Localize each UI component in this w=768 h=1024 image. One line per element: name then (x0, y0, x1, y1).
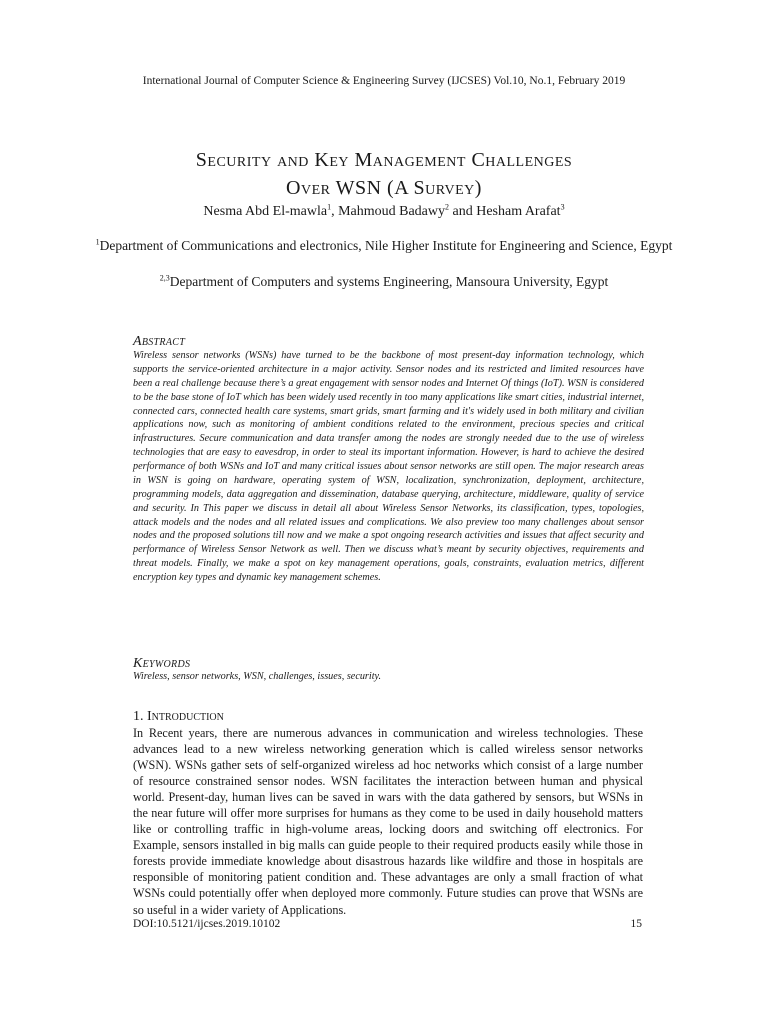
author-2-affil-mark: 2 (445, 202, 449, 212)
author-1: Nesma Abd El-mawla (203, 204, 328, 219)
paper-title (60, 146, 708, 202)
author-separator: and (449, 204, 477, 219)
author-3-affil-mark: 3 (560, 202, 565, 212)
introduction-text: In Recent years, there are numerous advances in communication and wireless technologies. These advances lead to a new wireless networking generation which is called wireless sensor networks (WSN). WSNs gather sets of self-organized wireless ad hoc networks which consist of a large number of resource constrained sensor nodes. WSN facilitates the interaction between human and physical world. Present-day, human lives can be saved in wars with the data gathered by sensors, but WSNs in the near future will offer more surprises for humans as they come to be used in daily household matters like or controlling traffic in high-volume areas, locking doors and switching off electronics. For Example, sensors installed in big malls can guide people to their required products easily while those in forests provide immediate knowledge about disastrous hazards like wildfire and those in hospitals are responsible of monitoring patient condition and. These advantages are only a small fraction of what WSNs could potentially offer when deployed more commonly. Future studies can prove that WSNs are so useful in a wider variety of Applications. (133, 726, 643, 917)
title-line-1: Security and Key Management Challenges (195, 149, 573, 172)
affiliation-2-mark: 2,3 (159, 273, 170, 283)
abstract-text: Wireless sensor networks (WSNs) have turned to be the backbone of most present-day information technology, which supports the service-oriented architecture in a major activity. Sensor nodes and its restricted and limited resources have been a real challenge because there’s a great engagement with sensor nodes and Internet Of things (IoT). WSN is considered to be the base stone of IoT which has been widely used recently in too many applications like smart cities, industrial internet, connected cars, connected health care systems, smart grids, smart farming and it's widely used in both military and civilian applications now, such as monitoring of ambient conditions related to the environment, precious species and critical infrastructures. Secure communication and data transfer among the nodes are strongly needed due to the use of wireless technologies that are easy to eavesdrop, in order to steal its important information. However, is hard to achieve the desired performance of both WSNs and IoT and many critical issues about sensor networks are still open. The major research areas in WSN is going on hardware, operating system of WSN, localization, synchronization, deployment, architecture, programming models, data aggregation and dissemination, database querying, architecture, middleware, quality of service and security. In This paper we discuss in detail all about Wireless Sensor Networks, its classification, types, topologies, attack models and the nodes and all related issues and complications. We also preview too many challenges about sensor nodes and the proposed solutions till now and we make a spot ongoing research activities and issues that affect security and performance of Wireless Sensor Network as well. Then we discuss what’s meant by security objectives, requirements and threat models. Finally, we make a spot on key management operations, goals, constraints, evaluation metrics, different encryption key types and dynamic key management schemes. (133, 350, 644, 583)
author-1-affil-mark: 1 (327, 202, 332, 212)
keywords-heading: Keywords (133, 655, 191, 671)
affiliation-2 (60, 273, 708, 290)
abstract-heading: Abstract (133, 333, 186, 349)
introduction-heading: 1. Introduction (133, 708, 224, 724)
page-number: 15 (630, 918, 642, 930)
author-2: Mahmoud Badawy (338, 204, 445, 219)
author-3: Hesham Arafat (476, 204, 561, 219)
keywords-text: Wireless, sensor networks, WSN, challenges, issues, security. (133, 671, 382, 682)
affiliation-1 (60, 237, 708, 254)
affiliation-1-mark: 1 (95, 237, 100, 247)
affiliation-1-text: Department of Communications and electronics, Nile Higher Institute for Engineering and Science, Egypt (99, 238, 673, 253)
author-list (60, 204, 708, 220)
running-header: International Journal of Computer Science & Engineering Survey (IJCSES) Vol.10, No.1, February 2019 (142, 75, 626, 87)
affiliation-2-text: Department of Computers and systems Engineering, Mansoura University, Egypt (169, 274, 609, 289)
author-separator: , (331, 204, 339, 219)
title-line-2: Over WSN (A Survey) (286, 177, 482, 200)
footer-doi: DOI:10.5121/ijcses.2019.10102 (133, 918, 281, 930)
